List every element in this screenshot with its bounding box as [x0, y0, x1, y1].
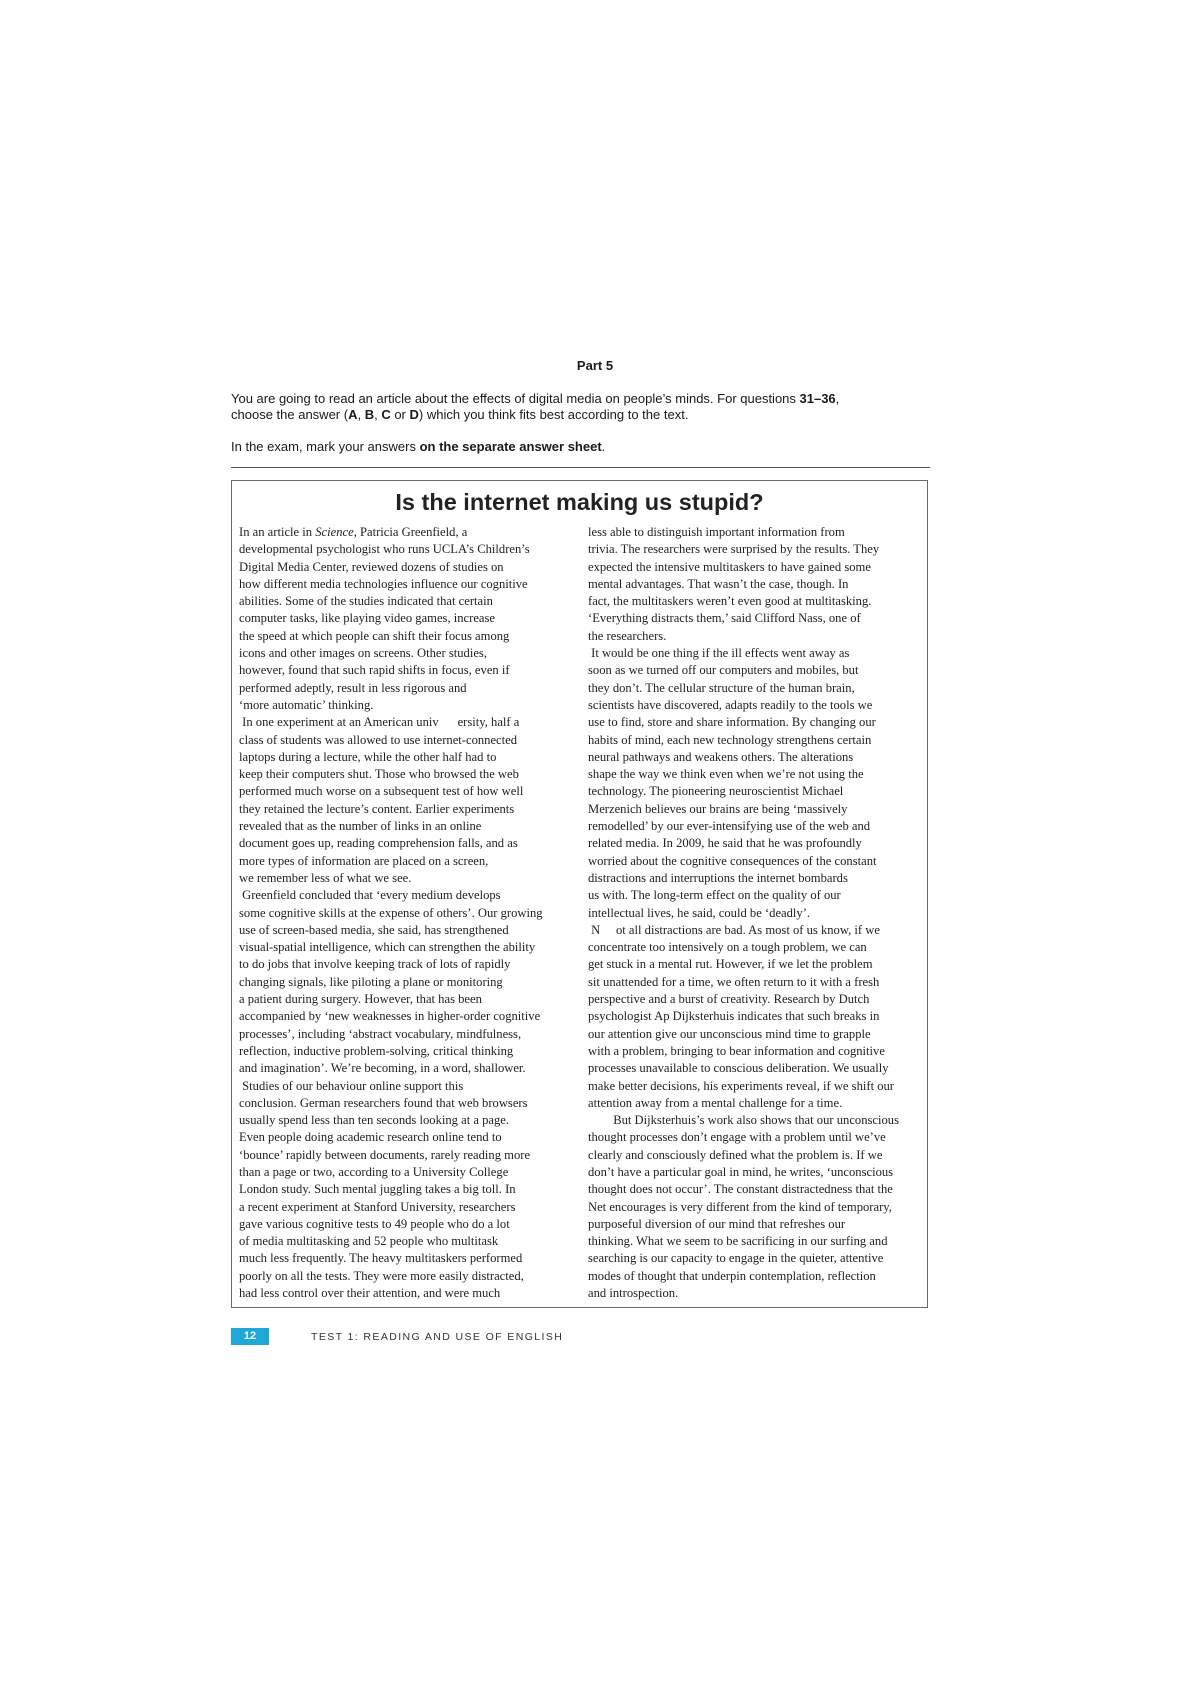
article-column-left	[239, 524, 579, 1302]
article-line: visual-spatial intelligence, which can strengthen the ability	[239, 940, 536, 955]
article-line: abilities. Some of the studies indicated that certain	[239, 594, 493, 609]
article-line: they retained the lecture’s content. Earlier experiments	[239, 801, 515, 816]
article-line: Merzenich believes our brains are being ‘massively	[588, 801, 848, 816]
article-line: had less control over their attention, and were much	[239, 1286, 501, 1301]
article-line: ‘bounce’ rapidly between documents, rarely reading more	[239, 1147, 531, 1162]
article-line: Greenfield concluded that ‘every medium develops	[239, 888, 501, 903]
article-line: Digital Media Center, reviewed dozens of studies on	[239, 559, 504, 574]
article-box	[231, 480, 928, 1308]
article-line: related media. In 2009, he said that he was profoundly	[588, 836, 862, 851]
article-line: accompanied by ‘new weaknesses in higher-order cognitive	[239, 1009, 541, 1024]
article-line: make better decisions, his experiments reveal, if we shift our	[588, 1078, 895, 1093]
article-line: us with. The long-term effect on the quality of our	[588, 888, 841, 903]
article-line: attention away from a mental challenge for a time.	[588, 1095, 843, 1110]
option-a: A	[348, 407, 358, 422]
article-text: , Patricia Greenfield, a	[353, 525, 468, 539]
instructions-question-line	[231, 391, 931, 423]
article-line: less able to distinguish important information from	[588, 525, 845, 539]
article-line: and imagination’. We’re becoming, in a word, shallower.	[239, 1061, 526, 1076]
article-line: and introspection.	[588, 1286, 679, 1301]
article-line: gave various cognitive tests to 49 people who do a lot	[239, 1216, 510, 1231]
article-line: purposeful diversion of our mind that refreshes our	[588, 1216, 846, 1231]
article-line: get stuck in a mental rut. However, if we let the problem	[588, 957, 873, 972]
article-line: conclusion. German researchers found that web browsers	[239, 1095, 528, 1110]
option-c: C	[381, 407, 391, 422]
article-line: use to find, store and share information. By changing our	[588, 715, 876, 730]
page-number-badge: 12	[231, 1328, 269, 1345]
article-line: performed much worse on a subsequent test of how well	[239, 784, 524, 799]
article-line: the speed at which people can shift their focus among	[239, 628, 510, 643]
instructions-text: .	[601, 439, 606, 454]
article-line: a recent experiment at Stanford University, researchers	[239, 1199, 516, 1214]
article-line: our attention give our unconscious mind time to grapple	[588, 1026, 871, 1041]
article-line: Studies of our behaviour online support this	[239, 1078, 464, 1093]
article-line: than a page or two, according to a University College	[239, 1164, 509, 1179]
article-line: perspective and a burst of creativity. Research by Dutch	[588, 992, 870, 1007]
article-line: icons and other images on screens. Other studies,	[239, 646, 487, 661]
article-line: concentrate too intensively on a tough problem, we can	[588, 940, 867, 955]
article-line: In one experiment at an American univ ersity, half a	[239, 715, 520, 730]
article-line: shape the way we think even when we’re not using the	[588, 767, 864, 782]
article-line: technology. The pioneering neuroscientist Michael	[588, 784, 844, 799]
article-line: It would be one thing if the ill effects went away as	[588, 646, 850, 661]
article-line: with a problem, bringing to bear information and cognitive	[588, 1043, 885, 1058]
article-line: intellectual lives, he said, could be ‘deadly’.	[588, 905, 811, 920]
article-text: In an article in	[239, 525, 316, 539]
article-line: fact, the multitaskers weren’t even good at multitasking.	[588, 594, 872, 609]
option-b: B	[364, 407, 375, 422]
article-line: computer tasks, like playing video games, increase	[239, 611, 495, 626]
article-line: neural pathways and weakens others. The alterations	[588, 749, 854, 764]
article-line: don’t have a particular goal in mind, he writes, ‘unconscious	[588, 1164, 894, 1179]
article-line: the researchers.	[588, 628, 667, 643]
article-line: Net encourages is very different from the kind of temporary,	[588, 1199, 892, 1214]
article-line: processes unavailable to conscious deliberation. We usually	[588, 1061, 889, 1076]
article-line: psychologist Ap Dijksterhuis indicates that such breaks in	[588, 1009, 880, 1024]
article-line: scientists have discovered, adapts readily to the tools we	[588, 697, 873, 712]
article-line: use of screen-based media, she said, has strengthened	[239, 922, 509, 937]
instructions-text: You are going to read an article about the effects of digital media on people’s minds. For questions	[231, 391, 800, 406]
article-line: searching is our capacity to engage in the quieter, attentive	[588, 1251, 884, 1266]
article-line: much less frequently. The heavy multitaskers performed	[239, 1251, 523, 1266]
instructions-text: ) which you think fits best according to the text.	[418, 407, 689, 422]
divider	[231, 467, 930, 468]
journal-name: Science	[315, 525, 354, 539]
article-line: we remember less of what we see.	[239, 870, 412, 885]
article-line: developmental psychologist who runs UCLA’s Children’s	[239, 542, 530, 557]
article-line: changing signals, like piloting a plane or monitoring	[239, 974, 503, 989]
article-title: Is the internet making us stupid?	[395, 489, 764, 515]
article-line: keep their computers shut. Those who browsed the web	[239, 767, 519, 782]
article-line: laptops during a lecture, while the other half had to	[239, 749, 497, 764]
instructions-exam-line	[231, 439, 931, 455]
article-line: worried about the cognitive consequences of the constant	[588, 853, 877, 868]
article-line: poorly on all the tests. They were more easily distracted,	[239, 1268, 524, 1283]
article-line: habits of mind, each new technology strengthens certain	[588, 732, 872, 747]
article-line: thought processes don’t engage with a problem until we’ve	[588, 1130, 886, 1145]
article-line: ‘more automatic’ thinking.	[239, 697, 374, 712]
footer-section-label: TEST 1: READING AND USE OF ENGLISH	[311, 1331, 564, 1343]
article-line: how different media technologies influence our cognitive	[239, 576, 528, 591]
option-d: D	[409, 407, 419, 422]
article-line: processes’, including ‘abstract vocabulary, mindfulness,	[239, 1026, 522, 1041]
part-title: Part 5	[576, 358, 614, 373]
article-line: trivia. The researchers were surprised by the results. They	[588, 542, 880, 557]
article-line: performed adeptly, result in less rigorous and	[239, 680, 467, 695]
separator: ,	[357, 407, 365, 422]
article-line: mental advantages. That wasn’t the case, though. In	[588, 576, 849, 591]
article-line: Even people doing academic research online tend to	[239, 1130, 502, 1145]
article-line: thinking. What we seem to be sacrificing in our surfing and	[588, 1234, 888, 1249]
article-line: clearly and consciously defined what the problem is. If we	[588, 1147, 883, 1162]
instructions-text: ,	[835, 391, 840, 406]
article-line: distractions and interruptions the internet bombards	[588, 870, 848, 885]
article-line: they don’t. The cellular structure of the human brain,	[588, 680, 855, 695]
article-line: thought does not occur’. The constant distractedness that the	[588, 1182, 893, 1197]
article-line: reflection, inductive problem-solving, critical thinking	[239, 1043, 514, 1058]
article-line: soon as we turned off our computers and mobiles, but	[588, 663, 859, 678]
article-line: more types of information are placed on a screen,	[239, 853, 489, 868]
article-line	[239, 524, 579, 541]
article-line: document goes up, reading comprehension falls, and as	[239, 836, 518, 851]
article-line: remodelled’ by our ever-intensifying use of the web and	[588, 819, 871, 834]
answer-sheet-emphasis: on the separate answer sheet	[419, 439, 602, 454]
article-line: sit unattended for a time, we often return to it with a fresh	[588, 974, 880, 989]
separator: ,	[374, 407, 382, 422]
separator: or	[390, 407, 410, 422]
question-range: 31–36	[799, 391, 836, 406]
article-line: however, found that such rapid shifts in focus, even if	[239, 663, 510, 678]
article-line: modes of thought that underpin contemplation, reflection	[588, 1268, 876, 1283]
article-line: of media multitasking and 52 people who multitask	[239, 1234, 499, 1249]
article-column-right	[588, 524, 922, 1302]
article-line: ‘Everything distracts them,’ said Clifford Nass, one of	[588, 611, 861, 626]
instructions-text: choose the answer (	[231, 407, 349, 422]
instructions-text: In the exam, mark your answers	[231, 439, 420, 454]
article-line: class of students was allowed to use internet-connected	[239, 732, 518, 747]
article-line: expected the intensive multitaskers to have gained some	[588, 559, 871, 574]
instructions	[231, 391, 931, 455]
article-line: N ot all distractions are bad. As most of us know, if we	[588, 922, 880, 937]
article-line: revealed that as the number of links in an online	[239, 819, 482, 834]
article-line: to do jobs that involve keeping track of lots of rapidly	[239, 957, 511, 972]
article-line: But Dijksterhuis’s work also shows that our unconscious	[588, 1113, 899, 1128]
article-line: a patient during surgery. However, that has been	[239, 992, 482, 1007]
article-line: some cognitive skills at the expense of others’. Our growing	[239, 905, 543, 920]
article-line: London study. Such mental juggling takes a big toll. In	[239, 1182, 516, 1197]
article-line: usually spend less than ten seconds looking at a page.	[239, 1113, 510, 1128]
